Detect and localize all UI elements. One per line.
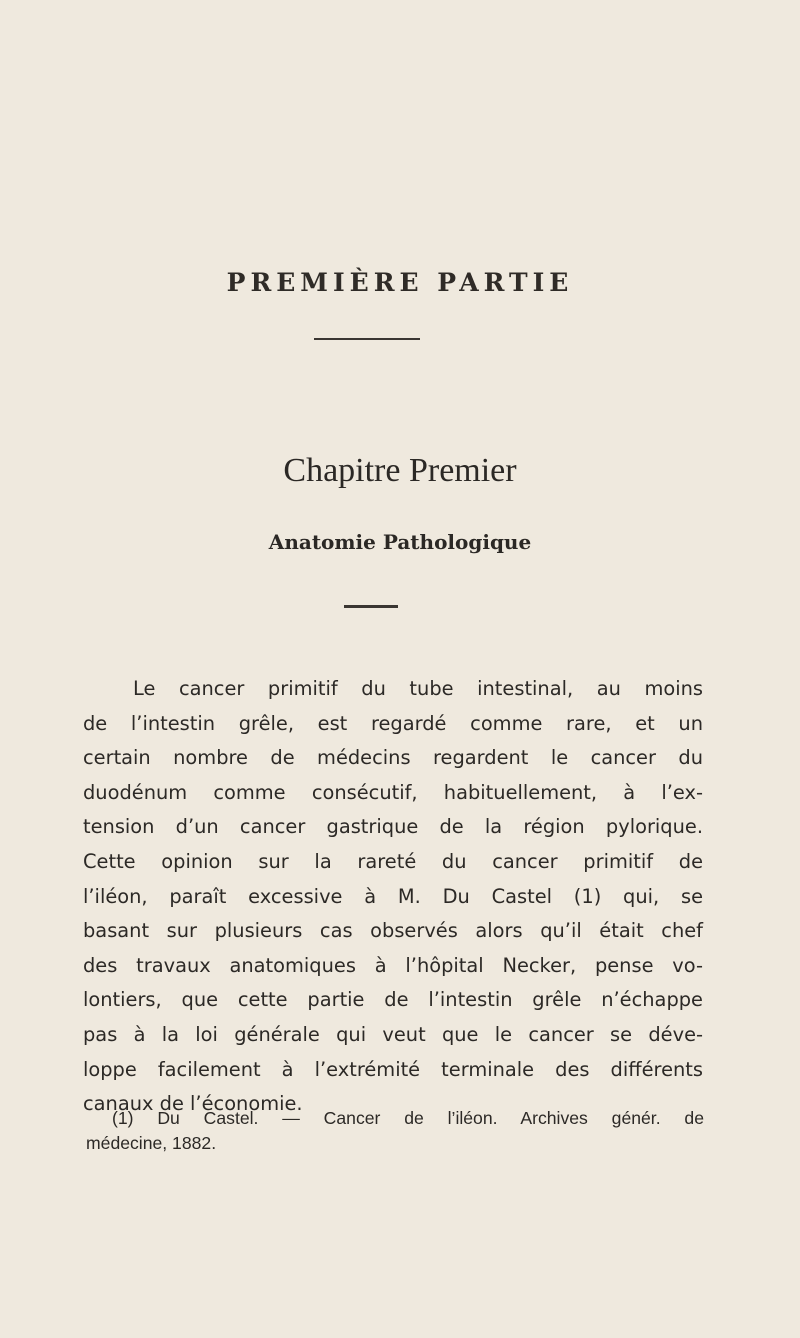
section-title: Anatomie Pathologique xyxy=(268,530,532,554)
paragraph-line: Le cancer primitif du tube intestinal, au moins xyxy=(133,677,703,700)
paragraph-line: basant sur plusieurs cas observés alors qu’il était chef xyxy=(83,919,703,943)
paragraph-line: canaux de l’économie. xyxy=(83,1092,303,1116)
chapter-title: Chapitre Premier xyxy=(283,452,517,489)
paragraph-line: lontiers, que cette partie de l’intestin grêle n’échappe xyxy=(83,988,703,1012)
paragraph-line: de l’intestin grêle, est regardé comme rare, et un xyxy=(83,711,703,735)
footnote xyxy=(86,1106,704,1156)
part-title: PREMIÈRE PARTIE xyxy=(226,268,574,297)
paragraph-line: Cette opinion sur la rareté du cancer primitif de xyxy=(83,849,703,873)
paragraph-line: certain nombre de médecins regardent le cancer du xyxy=(83,746,703,770)
body-paragraph xyxy=(83,672,703,1122)
paragraph-line: l’iléon, paraît excessive à M. Du Castel (1) qui, se xyxy=(83,884,703,908)
decorative-rule-short xyxy=(344,605,398,608)
paragraph-line: des travaux anatomiques à l’hôpital Necker, pense vo- xyxy=(83,953,703,977)
paragraph-line: loppe facilement à l’extrémité terminale des différents xyxy=(83,1057,703,1081)
footnote-line: médecine, 1882. xyxy=(86,1133,217,1153)
paragraph-line: tension d’un cancer gastrique de la région pylorique. xyxy=(83,815,703,839)
footnote-line: (1) Du Castel. — Cancer de l’iléon. Archives génér. de xyxy=(112,1108,704,1128)
paragraph-line: duodénum comme consécutif, habituellement, à l’ex- xyxy=(83,780,703,804)
paragraph-line: pas à la loi générale qui veut que le cancer se déve- xyxy=(83,1022,703,1046)
decorative-rule xyxy=(314,338,420,340)
